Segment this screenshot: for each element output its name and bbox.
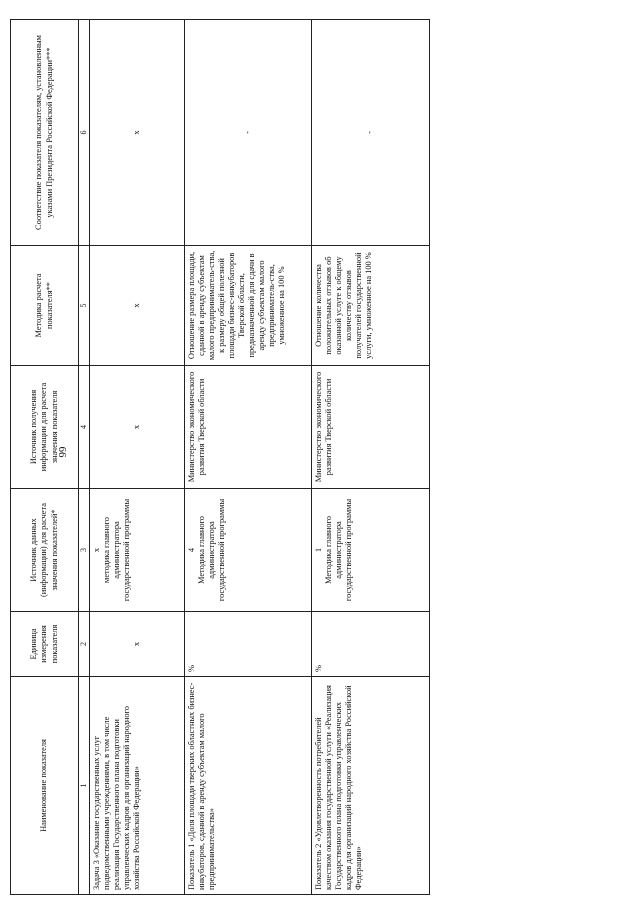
conformity-cell: - [311,20,429,246]
indicator-name: Задача 3 «Оказание государственных услуг подведомственными учреждениями, в том числе реализация Государственного плана подготовки управленческих кадров для организаций народного хозяйства Российской Федерации» [89,677,184,895]
header-method: Методика расчета показателя** [11,246,79,366]
header-unit: Единица измерения показателя [11,612,79,677]
info-source-cell: Министерство экономического развития Тверской области [184,366,311,489]
unit-cell: % [184,612,311,677]
conformity-cell: x [89,20,184,246]
unit-cell: % [311,612,429,677]
data-source-value: 4 [186,547,196,553]
method-cell: Отношение количества положительных отзывов об оказанной услуге к общему количеству отзывов получателей государственной услуги, умноженное на 100 % [311,246,429,366]
column-number: 5 [79,246,90,366]
column-number-row [79,20,90,895]
info-source-cell: Министерство экономического развития Тверской области [311,366,429,489]
data-source-value: 1 [313,547,323,553]
data-source-value: x [91,547,101,553]
table-row [89,20,184,895]
indicator-name: Показатель 2 «Удовлетворенность потребителей качеством оказания государственной услуги «Реализация Государственного плана подготовки управленческих кадров для организаций народного хозяйства Российской Федерации» [311,677,429,895]
method-cell: x [89,246,184,366]
unit-cell: x [89,612,184,677]
data-source-note: Методика главного администратора государственной программы [196,498,226,602]
data-source-note: Методика главного администратора государственной программы [323,498,353,602]
info-source-cell: x [89,366,184,489]
data-source-note: методика главного администратора государственной программы [101,498,131,602]
data-source-cell [311,489,429,612]
header-name: Наименование показателя [11,677,79,895]
conformity-cell: - [184,20,311,246]
column-number: 1 [79,677,90,895]
header-row [11,20,79,895]
method-cell: Отношение размера площади, сданной в аренду субъектам малого предприниматель-ства, к размеру общей полезной площади бизнес-инкубаторов Тверской области, предназначенной для сдачи в аренду субъектам малого предприниматель-ства, умноженное на 100 % [184,246,311,366]
indicator-name: Показатель 1 «Доля площади тверских областных бизнес-инкубаторов, сданной в аренду субъектам малого предпринимательства» [184,677,311,895]
column-number: 4 [79,366,90,489]
page-number: 66 [56,446,68,458]
column-number: 3 [79,489,90,612]
header-conformity: Соответствие показателя показателям, установленным указами Президента Российской Федерации*** [11,20,79,246]
column-number: 6 [79,20,90,246]
indicators-table [10,19,430,895]
column-number: 2 [79,612,90,677]
header-data-source: Источник данных (информации) для расчета значения показателей* [11,489,79,612]
data-source-cell [89,489,184,612]
table-row [311,20,429,895]
header-info-source: Источник получения информации для расчета значения показателя [11,366,79,489]
data-source-cell [184,489,311,612]
table-row [184,20,311,895]
rotated-table-page [10,20,420,895]
